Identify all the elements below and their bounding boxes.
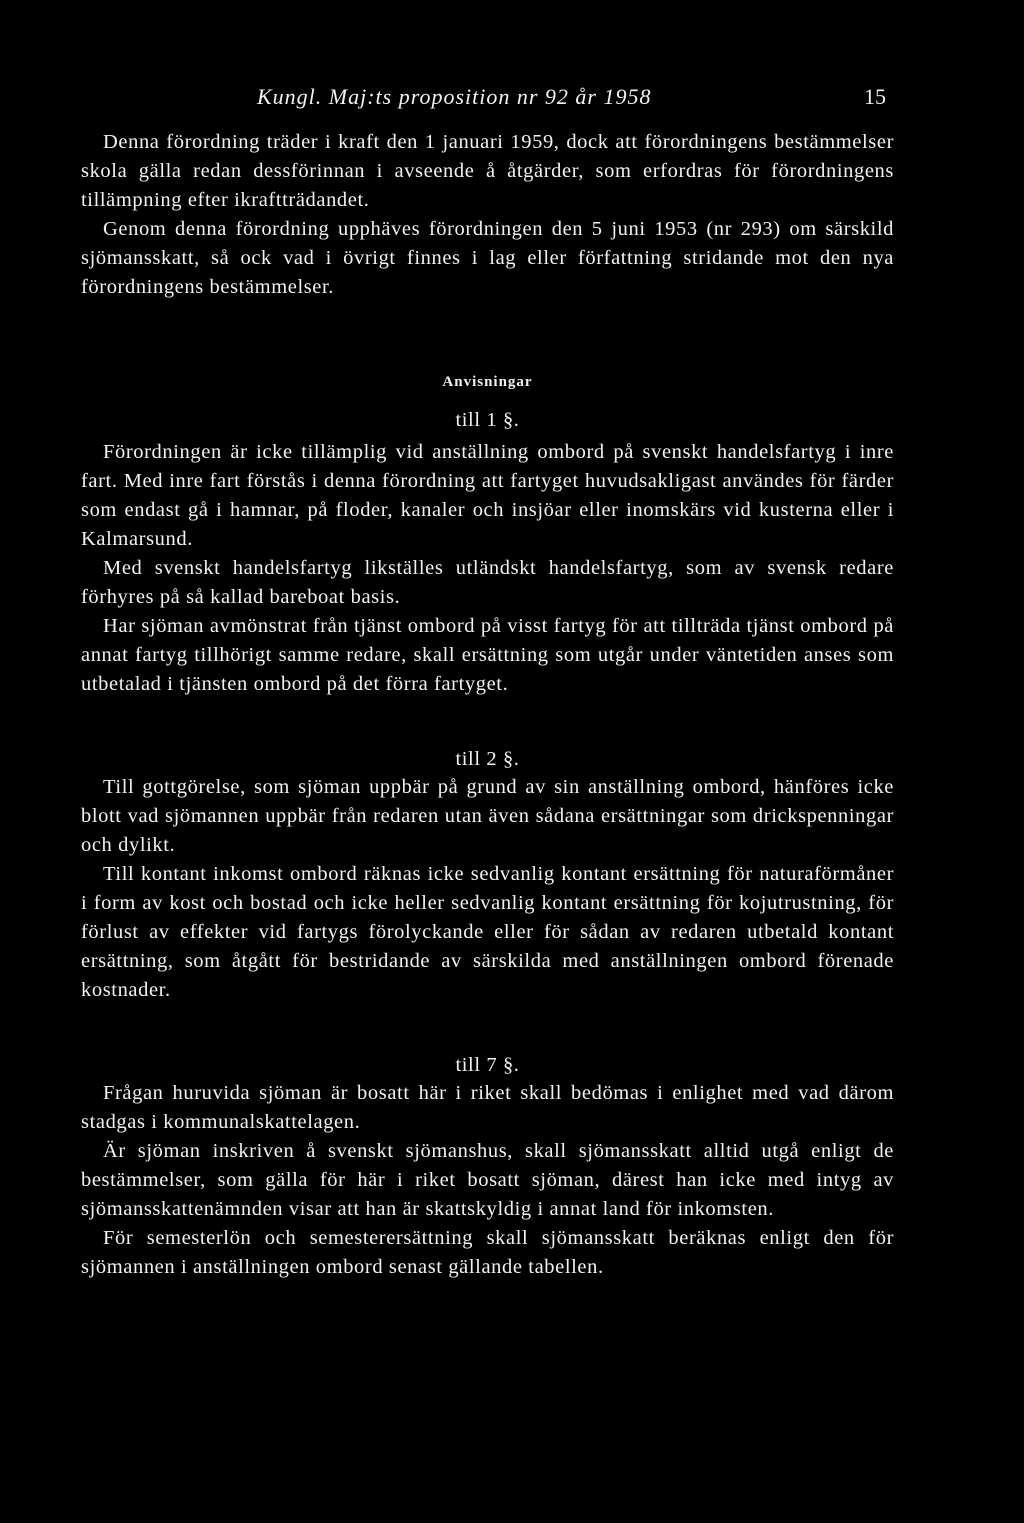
paragraph: Förordningen är icke tillämplig vid anställning ombord på svenskt handelsfartyg i inre fart. Med inre fart förstås i denna förordning att fartyget huvudsakligast användes för färder som endast gå i hamnar, på floder, kanaler och insjöar eller inomskärs vid kusterna eller i Kalmarsund.: [81, 441, 894, 550]
section-label-2: till 2 §.: [455, 748, 520, 770]
anvisningar-heading: Anvisningar: [442, 374, 533, 390]
paragraph: Till gottgörelse, som sjöman uppbär på grund av sin anställning ombord, hänföres icke blott vad sjömannen uppbär från redaren utan även sådana ersättningar som drickspenningar och dylikt.: [81, 776, 894, 856]
intro-block: [81, 128, 894, 302]
paragraph: Genom denna förordning upphäves förordningen den 5 juni 1953 (nr 293) om särskild sjömansskatt, så ock vad i övrigt finnes i lag eller författning stridande mot den nya förordningens bestämmelser.: [81, 218, 894, 298]
paragraph: Denna förordning träder i kraft den 1 januari 1959, dock att förordningens bestämmelser skola gälla redan dessförinnan i avseende å åtgärder, som erfordras för förordningens tillämpning efter ikraftträdandet.: [81, 131, 894, 211]
paragraph: Till kontant inkomst ombord räknas icke sedvanlig kontant ersättning för naturaförmåner i form av kost och bostad och icke heller sedvanlig kontant ersättning för kojutrustning, för förlust av effekter vid fartygs förolyckande eller för sådan av redaren utbetald kontant ersättning, som åtgått för bestridande av särskilda med anställningen ombord förenade kostnader.: [81, 863, 894, 1001]
section-label-7: till 7 §.: [455, 1054, 520, 1076]
paragraph: För semesterlön och semesterersättning skall sjömansskatt beräknas enligt den för sjömannen i anställningen ombord senast gällande tabellen.: [81, 1227, 894, 1278]
section-label-1: till 1 §.: [455, 409, 520, 431]
section-body-2: [81, 773, 894, 1005]
paragraph: Är sjöman inskriven å svenskt sjömanshus, skall sjömansskatt alltid utgå enligt de bestämmelser, som gälla för här i riket bosatt sjöman, därest han icke med intyg av sjömansskattenämnden visar att han är skattskyldig i annat land för inkomsten.: [81, 1140, 894, 1220]
paragraph: Med svenskt handelsfartyg likställes utländskt handelsfartyg, som av svensk redare förhyres på så kallad bareboat basis.: [81, 557, 894, 608]
document-title: Kungl. Maj:ts proposition nr 92 år 1958: [257, 84, 652, 109]
page-number: 15: [864, 84, 886, 109]
section-body-1: [81, 438, 894, 699]
paragraph: Frågan huruvida sjöman är bosatt här i riket skall bedömas i enlighet med vad därom stadgas i kommunalskattelagen.: [81, 1082, 894, 1133]
running-header: [81, 84, 894, 120]
paragraph: Har sjöman avmönstrat från tjänst ombord på visst fartyg för att tillträda tjänst ombord på annat fartyg tillhörigt samme redare, skall ersättning som utgår under väntetiden anses som utbetalad i tjänsten ombord på det förra fartyget.: [81, 615, 894, 695]
document-page: [81, 84, 894, 1282]
section-body-7: [81, 1079, 894, 1282]
